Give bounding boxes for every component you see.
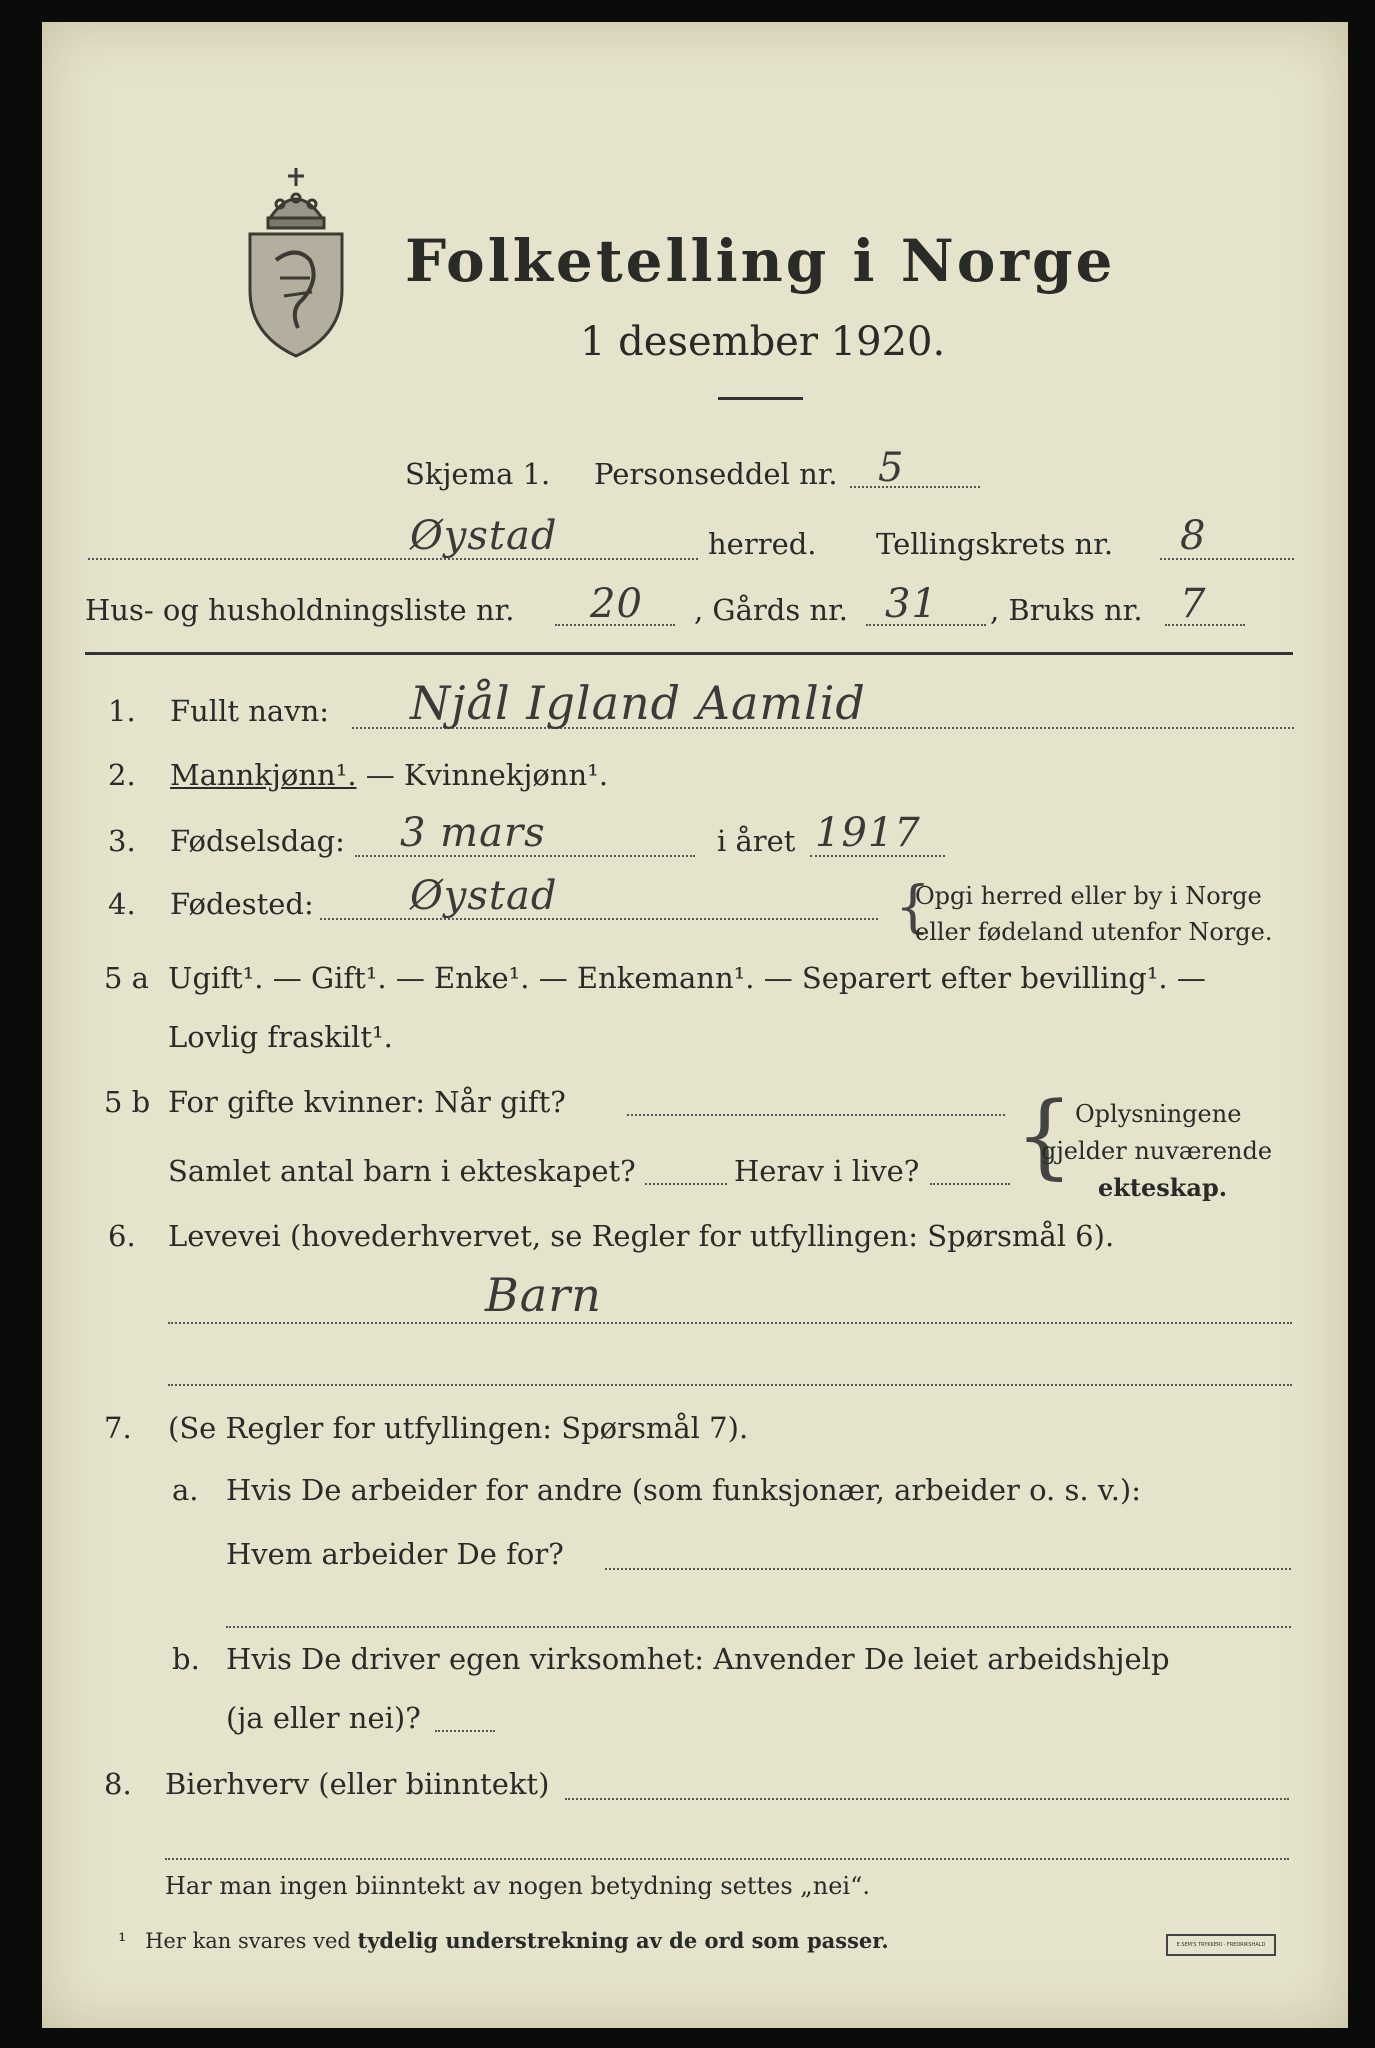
q5a-line2: Lovlig fraskilt¹. [168, 1020, 393, 1054]
q5b-line2a: Samlet antal barn i ekteskapet? [168, 1154, 636, 1188]
q5b-note-line1: Oplysningene [1075, 1100, 1242, 1128]
skjema-label: Skjema 1. [405, 457, 551, 491]
q4-label: Fødested: [170, 887, 314, 921]
q5b-number: 5 b [104, 1085, 151, 1119]
footnote-emphasis: tydelig understrekning av de ord som passer. [357, 1928, 889, 1953]
q8-answer-line [565, 1798, 1289, 1800]
tellingskrets-label: Tellingskrets nr. [876, 527, 1114, 561]
q6-line1 [168, 1322, 1292, 1324]
husholdning-label: Hus- og husholdningsliste nr. [85, 593, 515, 627]
herred-label: herred. [708, 527, 817, 561]
q2-male-option: Mannkjønn¹. [170, 758, 357, 792]
coat-of-arms-icon [240, 160, 352, 360]
q5b-note-line3: ekteskap. [1098, 1173, 1228, 1202]
q4-value: Øystad [410, 873, 558, 919]
herred-value: Øystad [410, 513, 558, 559]
gards-value: 31 [885, 581, 938, 627]
q4-line [320, 918, 878, 920]
printer-stamp: E.SEM'S TRYKKERI · FREDRIKSHALD [1166, 1934, 1276, 1956]
q2-female-option: Kvinnekjønn¹. [404, 758, 609, 792]
q7-number: 7. [104, 1411, 132, 1445]
personseddel-value: 5 [878, 445, 905, 491]
q7a-line1: Hvis De arbeider for andre (som funksjonær, arbeider o. s. v.): [226, 1473, 1142, 1507]
q6-line2 [168, 1384, 1292, 1386]
q7b-answer-line [435, 1730, 495, 1732]
personseddel-label: Personseddel nr. [594, 457, 838, 491]
q5a-line1: Ugift¹. — Gift¹. — Enke¹. — Enkemann¹. — Separert efter bevilling¹. — [168, 961, 1206, 995]
q1-label: Fullt navn: [170, 694, 330, 728]
q1-number: 1. [108, 694, 136, 728]
form-title: Folketelling i Norge [405, 227, 1116, 295]
footnote-mark: ¹ [118, 1929, 127, 1953]
q5b-line2b: Herav i live? [734, 1154, 920, 1188]
bruks-label: , Bruks nr. [990, 593, 1143, 627]
q3-number: 3. [108, 824, 136, 858]
q4-brace: { [895, 875, 931, 940]
q3-year-label: i året [717, 824, 796, 858]
herred-line [88, 558, 698, 560]
header-separator [85, 652, 1293, 655]
q5b-children-line [645, 1183, 727, 1185]
tellingskrets-value: 8 [1180, 513, 1207, 559]
q3-year-value: 1917 [815, 810, 921, 856]
q3-label: Fødselsdag: [170, 824, 345, 858]
q7a-letter: a. [172, 1473, 199, 1507]
husholdning-value: 20 [590, 581, 643, 627]
q8-number: 8. [104, 1767, 132, 1801]
footnote-text: Her kan svares ved [145, 1929, 358, 1953]
footnote [118, 1930, 889, 1952]
q7-label: (Se Regler for utfyllingen: Spørsmål 7). [168, 1411, 749, 1445]
q5b-brace: { [1015, 1082, 1074, 1189]
q5b-line1: For gifte kvinner: Når gift? [168, 1085, 566, 1119]
q7a-line2: Hvem arbeider De for? [226, 1537, 564, 1571]
q7b-line1: Hvis De driver egen virksomhet: Anvender De leiet arbeidshjelp [226, 1642, 1170, 1676]
form-date: 1 desember 1920. [580, 319, 946, 365]
q6-number: 6. [108, 1219, 136, 1253]
q6-value: Barn [485, 1268, 602, 1322]
q3-value: 3 mars [400, 810, 546, 856]
q2-separator: — [356, 758, 404, 792]
personseddel-line [850, 486, 980, 488]
q8-extra-line [165, 1858, 1289, 1860]
q5a-number: 5 a [104, 961, 149, 995]
q5b-note-line2: gjelder nuværende [1041, 1137, 1273, 1165]
q2-gender [170, 758, 609, 792]
q4-note-line1: Opgi herred eller by i Norge [915, 882, 1262, 910]
q8-label: Bierhverv (eller biinntekt) [165, 1767, 550, 1801]
q4-note-line2: eller fødeland utenfor Norge. [915, 918, 1273, 946]
q2-number: 2. [108, 758, 136, 792]
q7a-extra-line [226, 1626, 1291, 1628]
q7a-answer-line [605, 1568, 1291, 1570]
q6-label: Levevei (hovederhvervet, se Regler for utfyllingen: Spørsmål 6). [168, 1219, 1115, 1253]
q7b-letter: b. [172, 1642, 200, 1676]
q5b-alive-line [930, 1183, 1010, 1185]
q4-number: 4. [108, 887, 136, 921]
title-divider [718, 397, 803, 400]
q7b-line2: (ja eller nei)? [226, 1701, 421, 1735]
bruks-value: 7 [1180, 581, 1207, 627]
gards-label: , Gårds nr. [694, 593, 848, 627]
q5b-married-line [627, 1114, 1005, 1116]
q1-value: Njål Igland Aamlid [410, 676, 866, 730]
biinntekt-note: Har man ingen biinntekt av nogen betydning settes „nei“. [165, 1872, 870, 1900]
